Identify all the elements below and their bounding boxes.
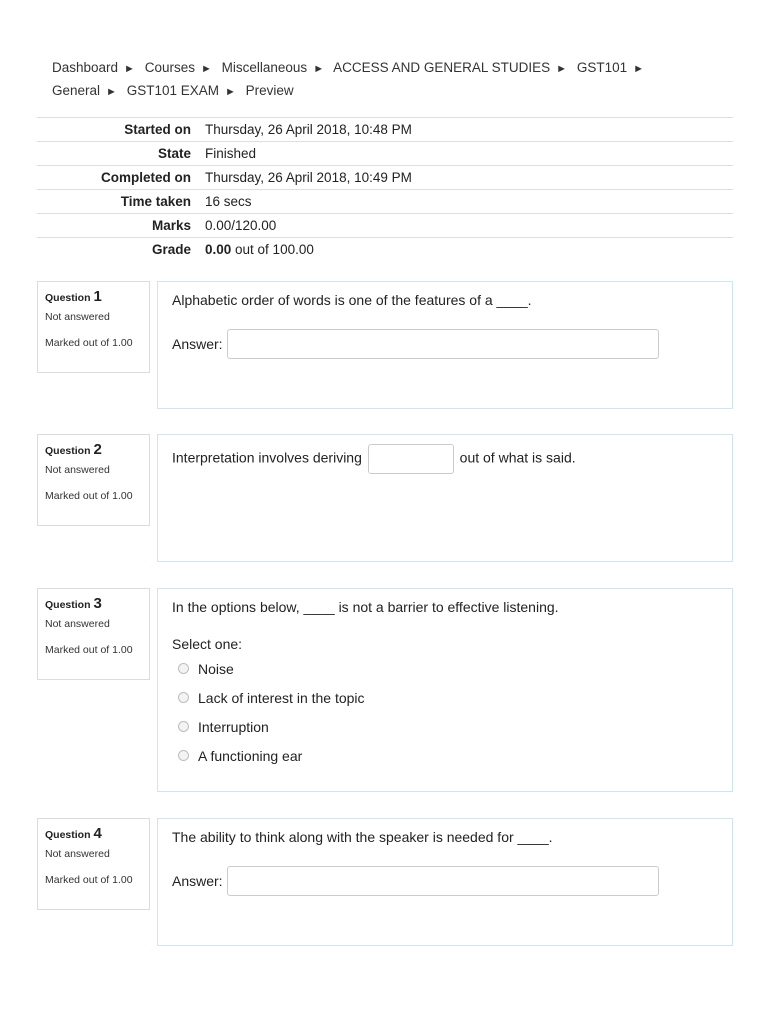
breadcrumb: [52, 57, 712, 103]
question-marks: Marked out of 1.00: [45, 337, 133, 349]
breadcrumb-separator-icon: ►: [124, 63, 135, 75]
question-state: Not answered: [45, 464, 110, 476]
question-2-content: [157, 434, 733, 562]
summary-value: Finished: [205, 146, 257, 161]
question-text-after: out of what is said.: [459, 449, 576, 466]
answer-inline-input[interactable]: [368, 444, 454, 474]
question-3-info: [37, 588, 150, 680]
breadcrumb-separator-icon: ►: [224, 86, 236, 98]
question-state: Not answered: [45, 311, 110, 323]
question-number: [45, 288, 149, 305]
question-number-value: 3: [93, 595, 102, 612]
question-1-content: [157, 281, 733, 409]
question-text: In the options below, ____ is not a barrier to effective listening.: [172, 599, 559, 615]
question-number: [45, 595, 149, 612]
question-4-content: [157, 818, 733, 946]
question-number: [45, 441, 149, 458]
summary-value: [199, 238, 733, 262]
question-1-info: [37, 281, 150, 373]
breadcrumb-separator-icon: ►: [200, 63, 212, 75]
select-one-label: Select one:: [172, 636, 243, 652]
breadcrumb-separator-icon: ►: [313, 63, 325, 75]
radio-button[interactable]: [178, 692, 189, 703]
summary-value: Thursday, 26 April 2018, 10:48 PM: [205, 122, 412, 137]
breadcrumb-courses[interactable]: Courses: [144, 60, 195, 75]
grade-out-of: out of 100.00: [231, 242, 314, 257]
breadcrumb-access-general-studies[interactable]: ACCESS AND GENERAL STUDIES: [333, 60, 551, 75]
option-label: A functioning ear: [198, 747, 303, 764]
question-number-value: 2: [93, 441, 102, 458]
summary-label: State: [157, 146, 191, 161]
answer-input[interactable]: [227, 329, 659, 359]
summary-value: 0.00/120.00: [205, 218, 277, 233]
summary-row-marks: [37, 214, 733, 238]
question-marks: Marked out of 1.00: [45, 874, 133, 886]
breadcrumb-preview[interactable]: Preview: [245, 83, 294, 98]
radio-button[interactable]: [178, 750, 189, 761]
option-label: Noise: [198, 660, 234, 677]
question-4-info: [37, 818, 150, 910]
summary-row-grade: [37, 238, 733, 262]
question-word: Question: [45, 829, 91, 841]
radio-button[interactable]: [178, 721, 189, 732]
option-noise[interactable]: [178, 654, 718, 683]
breadcrumb-general[interactable]: General: [52, 83, 101, 98]
question-marks: Marked out of 1.00: [45, 490, 133, 502]
answer-label: Answer:: [172, 336, 223, 352]
answer-input[interactable]: [227, 866, 659, 896]
summary-label: Completed on: [101, 170, 191, 185]
summary-label: Started on: [124, 122, 191, 137]
question-text: The ability to think along with the speaker is needed for ____.: [172, 829, 553, 845]
option-lack-of-interest[interactable]: [178, 683, 718, 712]
summary-value: 16 secs: [205, 194, 252, 209]
breadcrumb-dashboard[interactable]: Dashboard: [52, 60, 119, 75]
question-state: Not answered: [45, 848, 110, 860]
question-2-info: [37, 434, 150, 526]
question-3-content: [157, 588, 733, 792]
question-number-value: 4: [93, 825, 102, 842]
attempt-summary-table: [37, 117, 733, 261]
breadcrumb-gst101-exam[interactable]: GST101 EXAM: [126, 83, 219, 98]
question-state: Not answered: [45, 618, 110, 630]
question-text: Alphabetic order of words is one of the features of a ____.: [172, 292, 532, 308]
option-interruption[interactable]: [178, 712, 718, 741]
breadcrumb-miscellaneous[interactable]: Miscellaneous: [221, 60, 308, 75]
summary-row-started: [37, 118, 733, 142]
question-word: Question: [45, 292, 91, 304]
question-number: [45, 825, 149, 842]
answer-row: [172, 866, 718, 896]
radio-button[interactable]: [178, 663, 189, 674]
summary-label: Marks: [151, 218, 191, 233]
summary-label: Time taken: [120, 194, 191, 209]
option-functioning-ear[interactable]: [178, 741, 718, 770]
answer-row: [172, 329, 718, 359]
breadcrumb-separator-icon: ►: [556, 63, 568, 75]
option-label: Lack of interest in the topic: [198, 689, 365, 706]
question-marks: Marked out of 1.00: [45, 644, 133, 656]
summary-row-state: [37, 142, 733, 166]
question-word: Question: [45, 599, 91, 611]
answer-label: Answer:: [172, 873, 223, 889]
question-text-before: Interpretation involves deriving: [172, 449, 362, 466]
grade-score: 0.00: [205, 242, 232, 257]
option-label: Interruption: [198, 718, 269, 735]
question-word: Question: [45, 445, 91, 457]
breadcrumb-gst101[interactable]: GST101: [576, 60, 628, 75]
summary-row-time-taken: [37, 190, 733, 214]
breadcrumb-separator-icon: ►: [106, 86, 117, 98]
summary-value: Thursday, 26 April 2018, 10:49 PM: [205, 170, 412, 185]
summary-row-completed: [37, 166, 733, 190]
breadcrumb-separator-icon: ►: [633, 63, 644, 75]
question-number-value: 1: [93, 288, 102, 305]
summary-label: Grade: [151, 242, 191, 257]
